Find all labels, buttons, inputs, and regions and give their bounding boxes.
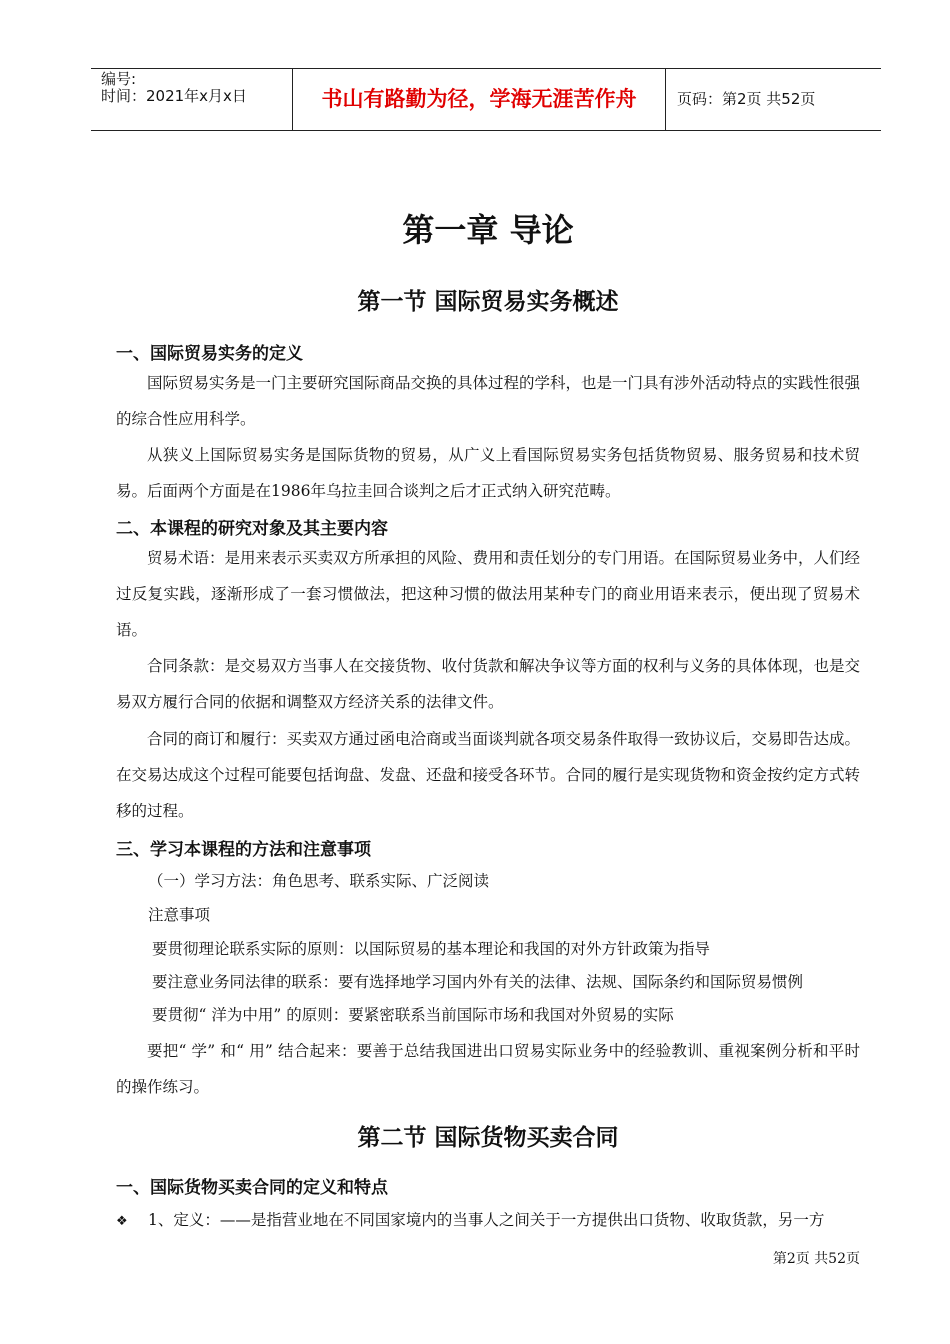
list-item: 要贯彻“ 洋为中用” 的原则：要紧密联系当前国际市场和我国对外贸易的实际 [152,1006,674,1024]
diamond-bullet-icon: ❖ [116,1214,128,1229]
page-header [91,68,881,131]
chapter-title: 第一章 导论 [402,211,574,249]
subheading: 一、国际贸易实务的定义 [116,344,303,364]
list-item: （一）学习方法：角色思考、联系实际、广泛阅读 [148,872,490,890]
subheading: 一、国际货物买卖合同的定义和特点 [116,1178,388,1198]
list-item-text: 1、定义：——是指营业地在不同国家境内的当事人之间关于一方提供出口货物、收取货款，另一方 [148,1211,825,1229]
paragraph: 合同的商订和履行：买卖双方通过函电洽商或当面谈判就各项交易条件取得一致协议后，交易即告达成。在交易达成这个过程可能要包括询盘、发盘、还盘和接受各环节。合同的履行是实现货物和资金按约定方式转移的过程。 [116,730,861,820]
list-item: 注意事项 [148,906,211,924]
paragraph: 贸易术语：是用来表示买卖双方所承担的风险、费用和责任划分的专门用语。在国际贸易业务中，人们经过反复实践，逐渐形成了一套习惯做法，把这种习惯的做法用某种专门的商业用语来表示，便出现了贸易术语。 [116,549,861,639]
list-item [116,1210,860,1232]
list-item: 要贯彻理论联系实际的原则：以国际贸易的基本理论和我国的对外方针政策为指导 [152,940,711,958]
subheading: 三、学习本课程的方法和注意事项 [116,840,371,860]
header-divider [665,69,666,130]
header-meta [101,71,291,105]
header-motto: 书山有路勤为径，学海无涯苦作舟 [321,87,637,111]
subheading: 二、本课程的研究对象及其主要内容 [116,519,388,539]
list-item: 要注意业务同法律的联系：要有选择地学习国内外有关的法律、法规、国际条约和国际贸易惯例 [152,973,804,991]
number-label: 编号: [101,70,137,88]
paragraph: 从狭义上国际贸易实务是国际货物的贸易，从广义上看国际贸易实务包括货物贸易、服务贸易和技术贸易。后面两个方面是在1986年乌拉圭回合谈判之后才正式纳入研究范畴。 [116,446,860,500]
paragraph: 要把“ 学” 和“ 用” 结合起来：要善于总结我国进出口贸易实际业务中的经验教训、重视案例分析和平时的操作练习。 [116,1042,860,1096]
section-title: 第一节 国际贸易实务概述 [357,289,619,315]
header-page-label: 页码：第2页 共52页 [677,90,816,108]
time-label: 时间：2021年x月x日 [101,87,247,105]
paragraph: 国际贸易实务是一门主要研究国际商品交换的具体过程的学科，也是一门具有涉外活动特点的实践性很强的综合性应用科学。 [116,374,861,428]
section-title: 第二节 国际货物买卖合同 [357,1125,619,1151]
paragraph: 合同条款：是交易双方当事人在交接货物、收付货款和解决争议等方面的权利与义务的具体体现，也是交易双方履行合同的依据和调整双方经济关系的法律文件。 [116,657,861,711]
page-footer: 第2页 共52页 [772,1251,860,1267]
header-divider [292,69,293,130]
